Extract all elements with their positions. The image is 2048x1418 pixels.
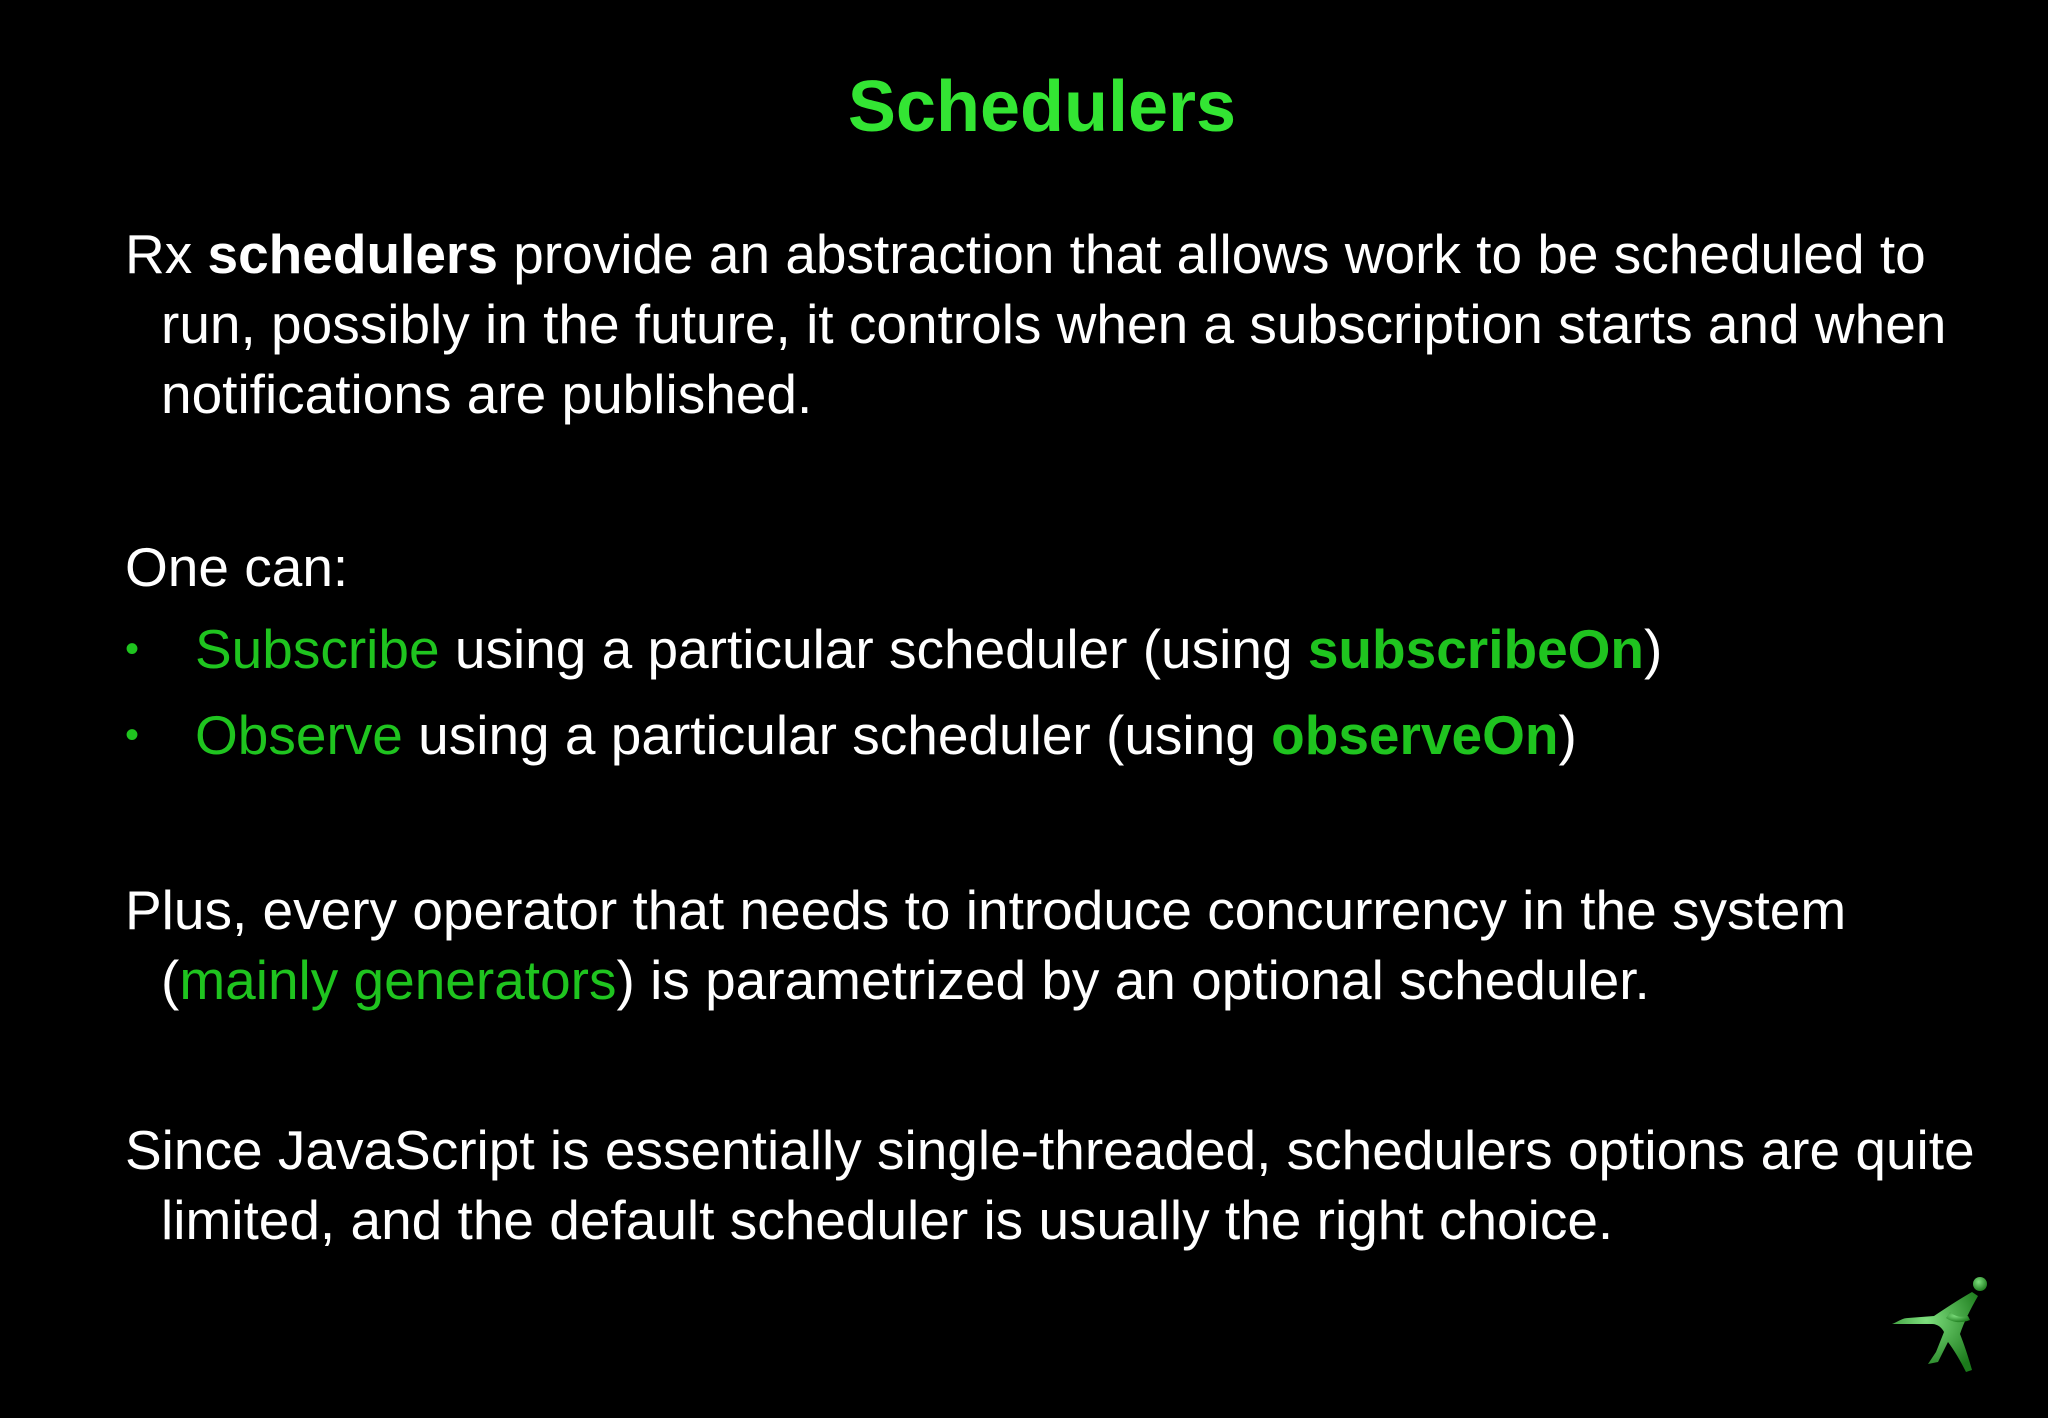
intro-bold-term: schedulers [207, 223, 498, 285]
bullet-item-subscribe [125, 614, 1985, 700]
bullet-verb: Observe [195, 704, 403, 766]
running-figure-logo-icon [1888, 1272, 1998, 1376]
since-paragraph: Since JavaScript is essentially single-threaded, schedulers options are quite limited, and the default scheduler is usually the right choice. [125, 1119, 1975, 1251]
intro-paragraph [125, 219, 2021, 429]
plus-highlight: mainly generators [179, 949, 617, 1011]
bullet-middle: using a particular scheduler (using [402, 704, 1272, 766]
bullet-method: subscribeOn [1307, 618, 1645, 680]
bullet-icon: • [125, 713, 140, 757]
bullet-middle: using a particular scheduler (using [439, 618, 1308, 680]
bullet-method: observeOn [1271, 704, 1559, 766]
intro-rest: provide an abstraction that allows work to be scheduled to run, possibly in the future, it controls when a subscription starts and when notifications are published. [161, 223, 1947, 425]
bullet-list [125, 614, 1985, 786]
plus-before: Plus, every operator that needs to introduce concurrency in the system ( [125, 879, 1847, 1011]
bullet-icon: • [125, 627, 140, 671]
plus-paragraph [125, 875, 2021, 1015]
bullet-close: ) [1644, 618, 1663, 680]
bullet-verb: Subscribe [195, 618, 440, 680]
bullet-close: ) [1558, 704, 1577, 766]
slide-title: Schedulers [847, 67, 1237, 147]
intro-prefix: Rx [125, 223, 208, 285]
plus-after: ) is parametrized by an optional scheduler. [616, 949, 1650, 1011]
one-can-label: One can: [125, 536, 349, 598]
bullet-item-observe [125, 700, 1985, 786]
